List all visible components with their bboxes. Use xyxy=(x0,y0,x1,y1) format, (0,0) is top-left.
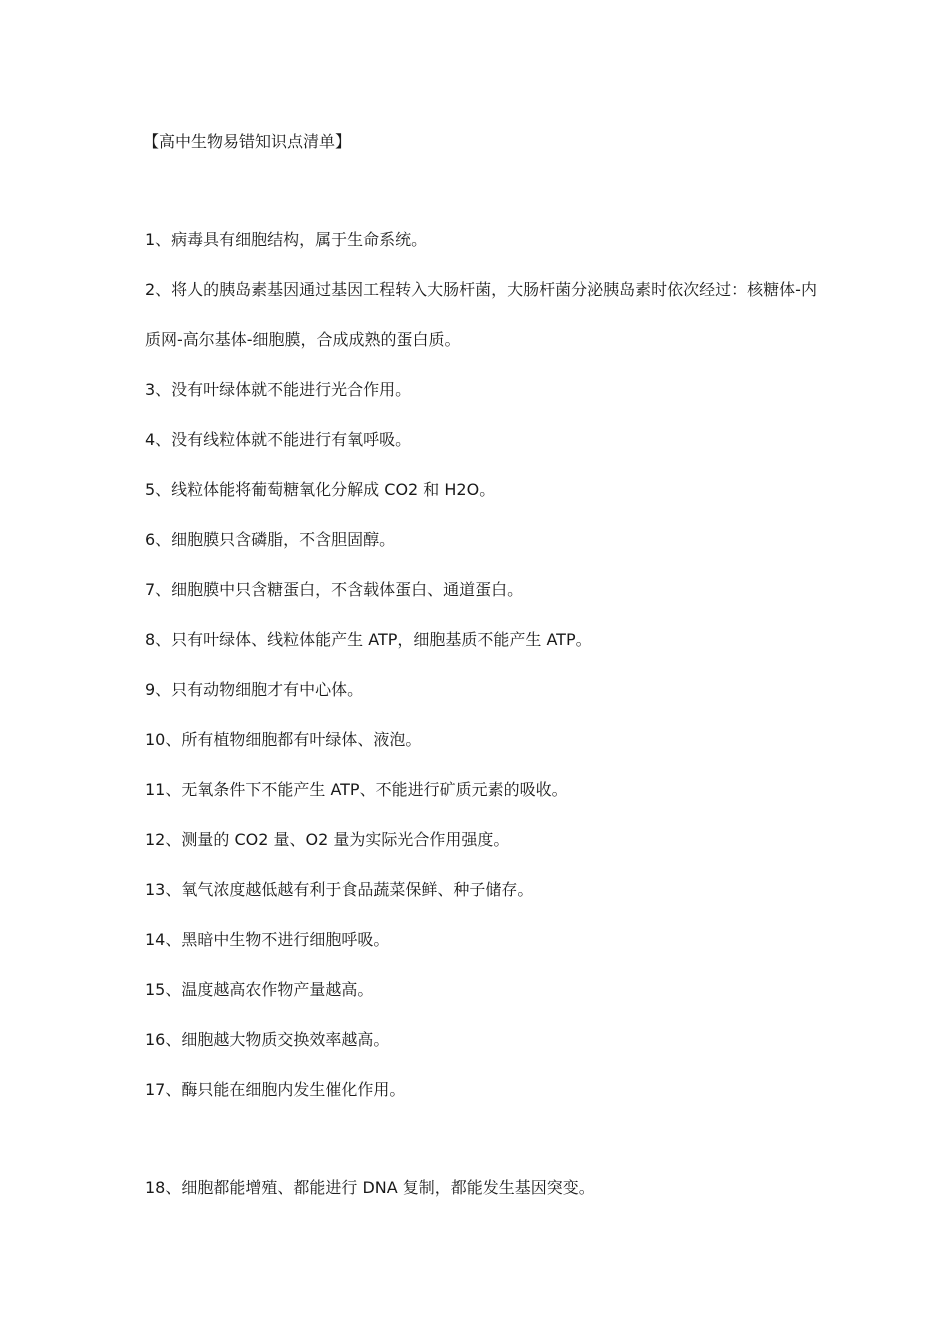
list-item-8: 8、只有叶绿体、线粒体能产生 ATP，细胞基质不能产生 ATP。 xyxy=(145,630,592,649)
knowledge-point-list xyxy=(145,228,825,1200)
list-item-7: 7、细胞膜中只含糖蛋白，不含载体蛋白、通道蛋白。 xyxy=(145,580,524,599)
list-item-13: 13、氧气浓度越低越有利于食品蔬菜保鲜、种子储存。 xyxy=(145,880,534,899)
list-item-16: 16、细胞越大物质交换效率越高。 xyxy=(145,1030,390,1049)
list-item-18: 18、细胞都能增殖、都能进行 DNA 复制，都能发生基因突变。 xyxy=(145,1178,595,1197)
list-item-2: 2、将人的胰岛素基因通过基因工程转入大肠杆菌，大肠杆菌分泌胰岛素时依次经过：核糖体-内质网-高尔基体-细胞膜，合成成熟的蛋白质。 xyxy=(145,280,817,349)
list-item-10: 10、所有植物细胞都有叶绿体、液泡。 xyxy=(145,730,422,749)
list-item-5: 5、线粒体能将葡萄糖氧化分解成 CO2 和 H2O。 xyxy=(145,480,496,499)
list-item-9: 9、只有动物细胞才有中心体。 xyxy=(145,680,364,699)
list-item-4: 4、没有线粒体就不能进行有氧呼吸。 xyxy=(145,430,412,449)
list-item-17: 17、酶只能在细胞内发生催化作用。 xyxy=(145,1080,406,1099)
list-item-15: 15、温度越高农作物产量越高。 xyxy=(145,980,374,999)
list-item-12: 12、测量的 CO2 量、O2 量为实际光合作用强度。 xyxy=(145,830,510,849)
list-item-6: 6、细胞膜只含磷脂，不含胆固醇。 xyxy=(145,530,396,549)
list-item-11: 11、无氧条件下不能产生 ATP、不能进行矿质元素的吸收。 xyxy=(145,780,568,799)
list-item-14: 14、黑暗中生物不进行细胞呼吸。 xyxy=(145,930,390,949)
document-title: 【高中生物易错知识点清单】 xyxy=(143,132,352,151)
list-item-3: 3、没有叶绿体就不能进行光合作用。 xyxy=(145,380,412,399)
list-item-1: 1、病毒具有细胞结构，属于生命系统。 xyxy=(145,230,428,249)
